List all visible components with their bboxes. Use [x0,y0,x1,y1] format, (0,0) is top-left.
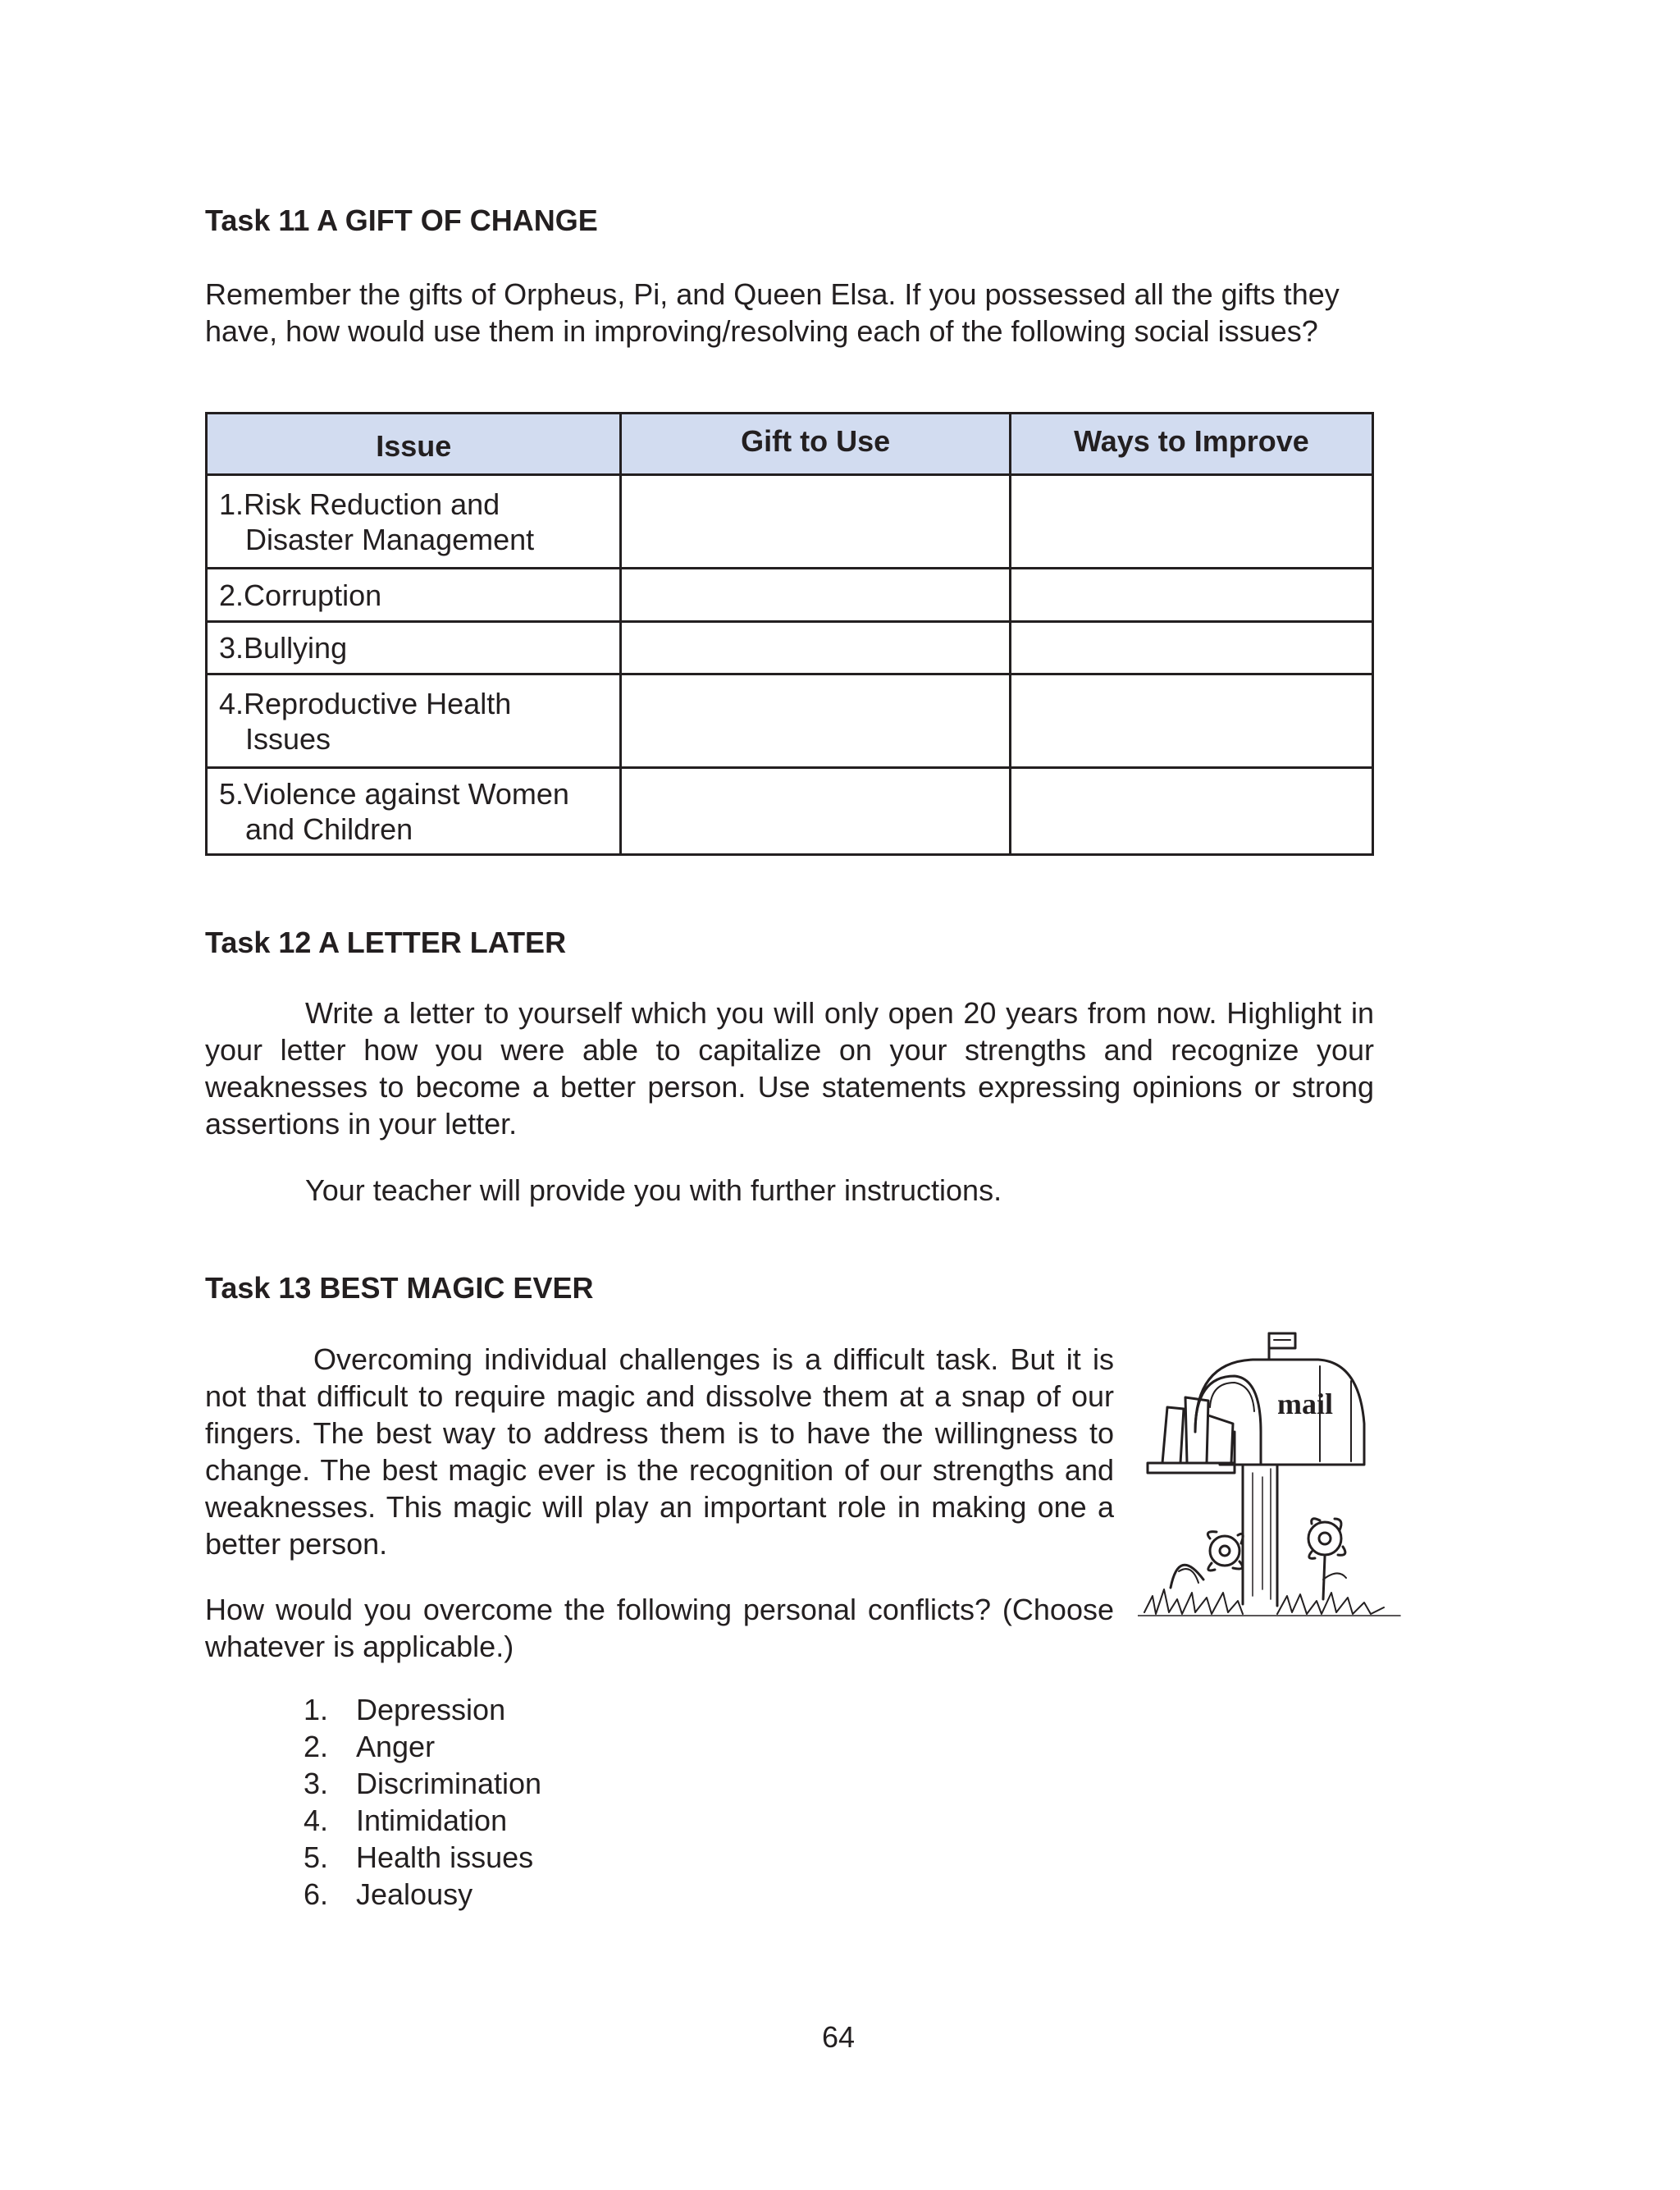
header-issue: Issue [207,414,621,475]
list-item-number: 3. [304,1767,329,1800]
grass-icon [1138,1589,1400,1616]
issue-text: Reproductive Health [244,686,512,720]
issues-table [205,412,1374,856]
issue-cell [207,475,621,569]
task11-heading: Task 11 A GIFT OF CHANGE [205,203,598,237]
document-page [205,0,1374,2190]
list-item-label: Intimidation [356,1804,508,1837]
task11-intro-line2: have, how would use them in improving/resolving each of the following social issues? [205,314,1318,348]
list-item-number: 2. [304,1730,329,1763]
list-item-number: 1. [304,1693,329,1726]
list-item-label: Jealousy [356,1877,473,1911]
flower-icon [1171,1532,1243,1588]
table-row [207,768,1373,855]
task12-heading: Task 12 A LETTER LATER [205,926,567,959]
gift-cell[interactable] [621,475,1010,569]
ways-cell[interactable] [1010,475,1372,569]
task12-paragraph: Write a letter to yourself which you will only open 20 years from now. Highlight in your letter how you were able to capitalize on your strengths and recognize your weaknesses to become a better person. Use statements expressing opinions or strong assertions in your letter. [205,996,1374,1141]
ways-cell[interactable] [1010,569,1372,622]
list-item-label: Anger [356,1730,436,1763]
list-item-number: 5. [304,1840,329,1874]
list-item-label: Health issues [356,1840,534,1874]
task13-heading: Task 13 BEST MAGIC EVER [205,1271,594,1305]
task13-paragraph: Overcoming individual challenges is a difficult task. But it is not that difficult to require magic and dissolve them at a snap of our fingers. The best way to address them is to have the willingness to change. The best magic ever is the recognition of our strengths and weaknesses. This magic will play an important role in making one a better person. [205,1342,1114,1561]
issue-text: Bullying [244,631,348,665]
list-item [304,1728,541,1765]
list-item [304,1802,541,1839]
gift-cell[interactable] [621,569,1010,622]
list-item-label: Depression [356,1693,506,1726]
list-item [304,1765,541,1802]
gift-cell[interactable] [621,768,1010,855]
issue-cell [207,569,621,622]
post-icon [1220,1465,1302,1606]
issue-cell [207,622,621,674]
table-row [207,475,1373,569]
ways-cell[interactable] [1010,768,1372,855]
issue-text: Violence against Women [244,776,569,811]
table-row [207,622,1373,674]
table-row [207,569,1373,622]
issue-number: 1. [219,487,244,521]
mailbox-label: mail [1277,1388,1333,1420]
list-item-number: 4. [304,1804,329,1837]
header-gift-to-use: Gift to Use [621,414,1010,475]
issue-text-continued: and Children [245,812,413,846]
table-header-row [207,414,1373,475]
table-row [207,674,1373,768]
gift-cell[interactable] [621,674,1010,768]
issue-number: 3. [219,631,244,665]
conflicts-list [304,1691,541,1913]
task13-question: How would you overcome the following personal conflicts? (Choose whatever is applicable.) [205,1593,1114,1663]
issue-number: 5. [219,776,244,811]
task12-instructions: Your teacher will provide you with further instructions. [305,1173,1002,1207]
mailbox-illustration [1138,1301,1581,1645]
issue-cell [207,674,621,768]
gift-cell[interactable] [621,622,1010,674]
ways-cell[interactable] [1010,674,1372,768]
issue-text: Corruption [244,578,382,612]
list-item [304,1839,541,1876]
header-ways-to-improve: Ways to Improve [1010,414,1372,475]
issue-number: 4. [219,686,244,720]
issue-text-continued: Disaster Management [245,522,535,556]
list-item [304,1876,541,1913]
list-item-label: Discrimination [356,1767,542,1800]
ways-cell[interactable] [1010,622,1372,674]
task11-intro [205,276,1374,350]
task11-intro-line1: Remember the gifts of Orpheus, Pi, and Queen Elsa. If you possessed all the gifts they [205,277,1340,311]
list-item [304,1691,541,1728]
flower-icon [1308,1519,1346,1599]
issue-text: Risk Reduction and [244,487,500,521]
page-number: 64 [821,2020,856,2054]
issue-cell [207,768,621,855]
list-item-number: 6. [304,1877,329,1911]
issue-number: 2. [219,578,244,612]
issue-text-continued: Issues [245,721,331,756]
